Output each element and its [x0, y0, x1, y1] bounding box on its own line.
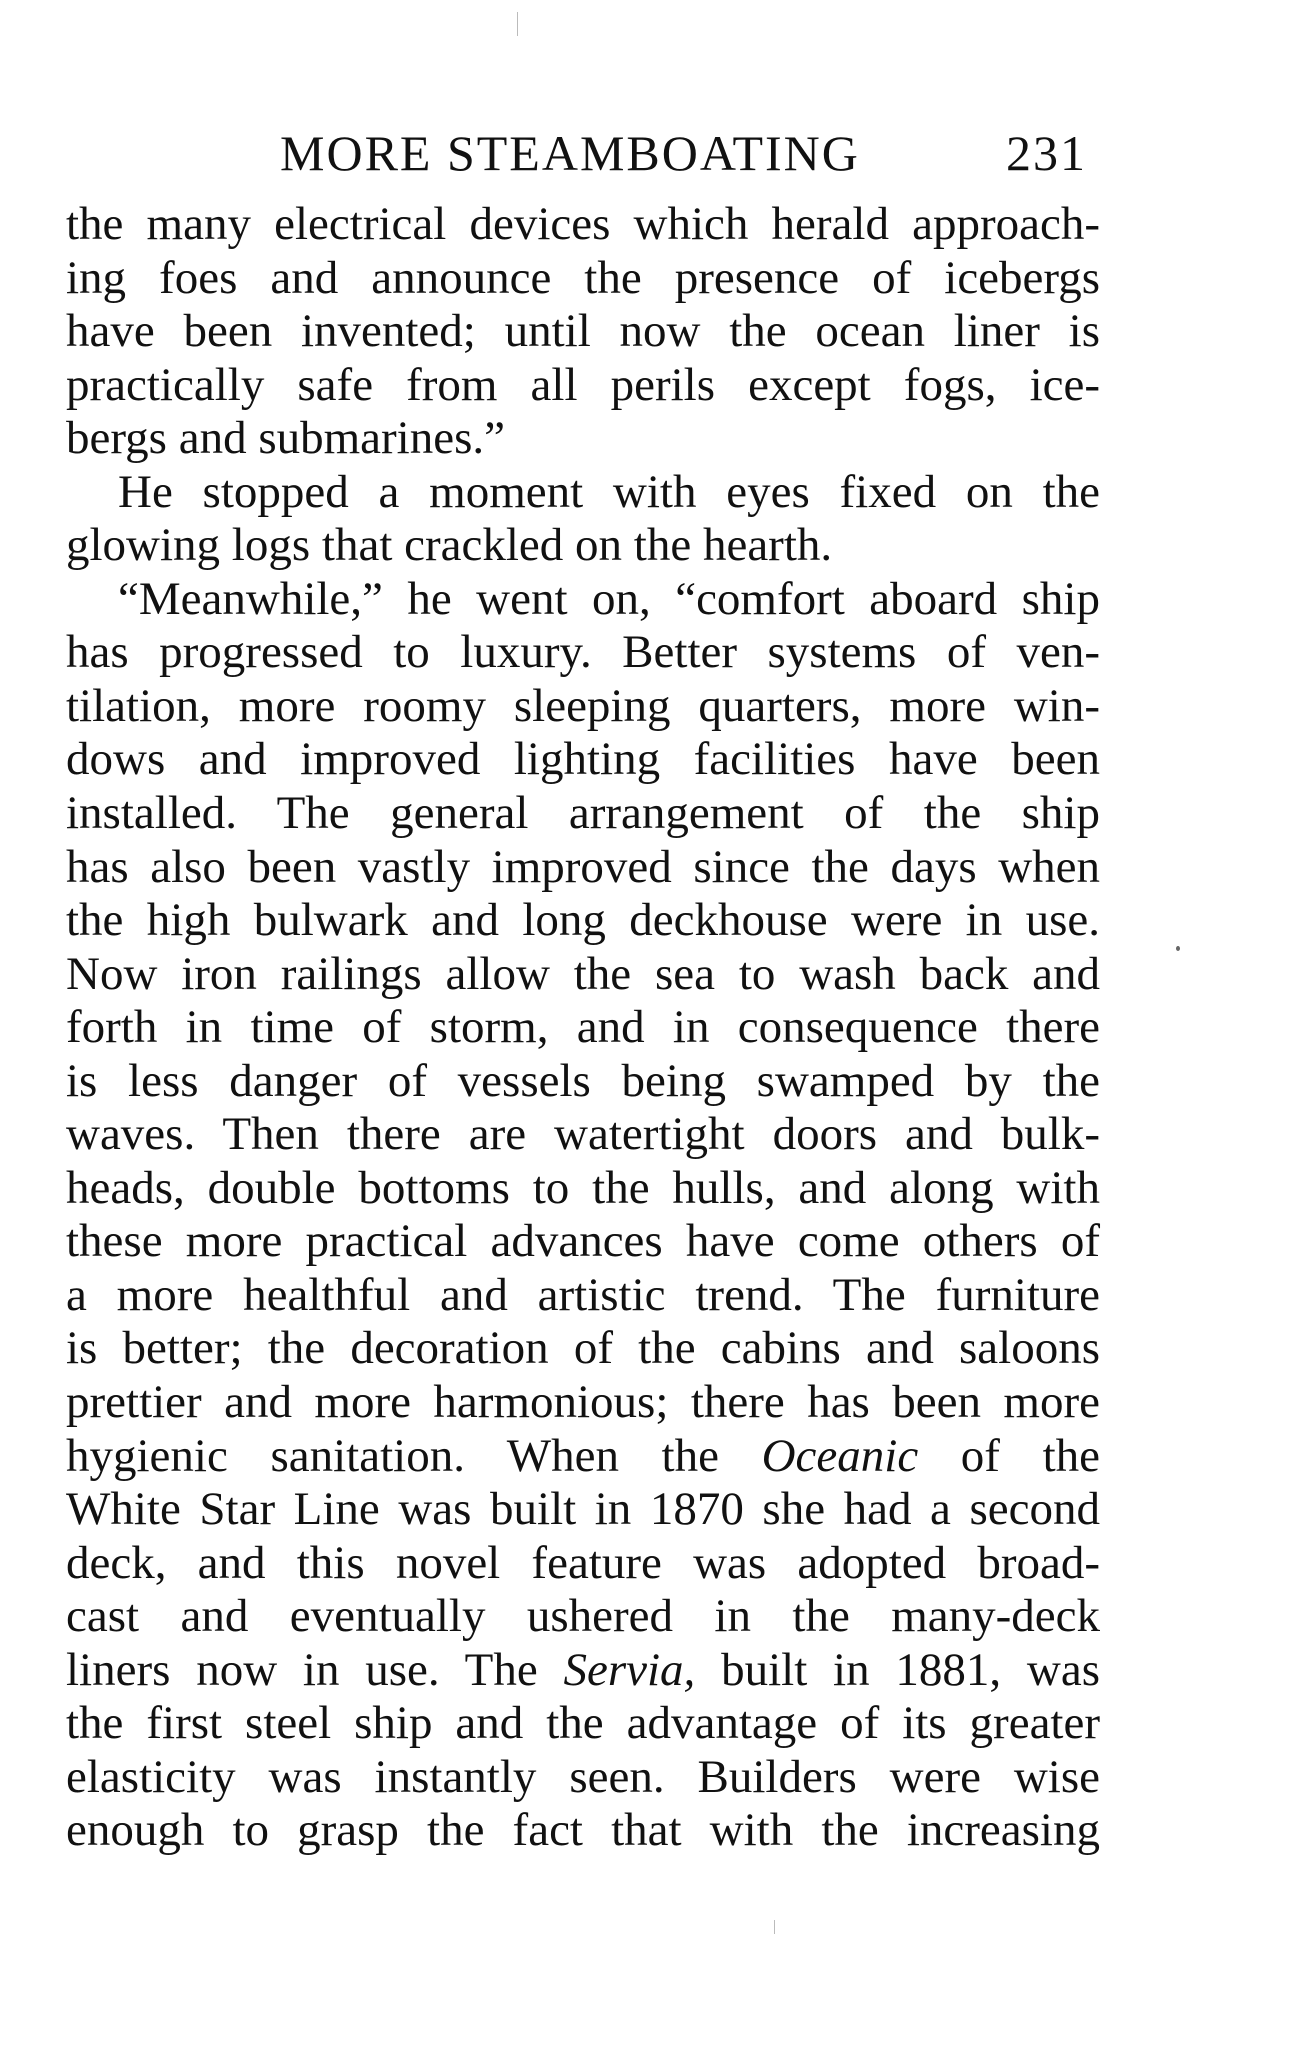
text-line: practically safe from all perils except fogs, ice- — [66, 358, 1100, 411]
text-line: hygienic sanitation. When the Oceanic of the — [66, 1429, 1100, 1482]
text-line: glowing logs that crackled on the hearth. — [66, 519, 833, 572]
text-line: bergs and submarines.” — [66, 412, 505, 465]
text-line: is better; the decoration of the cabins and saloons — [66, 1322, 1100, 1375]
body-text — [66, 198, 1100, 1858]
running-head — [0, 118, 1289, 188]
text-line: waves. Then there are watertight doors and bulk- — [66, 1108, 1100, 1161]
text-line: “Meanwhile,” he went on, “comfort aboard ship — [118, 572, 1100, 625]
text-line: prettier and more harmonious; there has been more — [66, 1376, 1100, 1429]
text-line: has progressed to luxury. Better systems of ven- — [66, 626, 1100, 679]
text-line: White Star Line was built in 1870 she had a second — [66, 1483, 1100, 1536]
text-line: these more practical advances have come others of — [66, 1215, 1100, 1268]
text-line: tilation, more roomy sleeping quarters, more win- — [66, 679, 1100, 732]
text-line: heads, double bottoms to the hulls, and along with — [66, 1161, 1100, 1214]
text-line: installed. The general arrangement of the ship — [66, 787, 1100, 840]
ship-name-italic: Oceanic — [761, 1429, 919, 1482]
text-line: enough to grasp the fact that with the increasing — [66, 1804, 1100, 1857]
text-line: have been invented; until now the ocean liner is — [66, 305, 1100, 358]
scan-speck — [774, 1920, 775, 1934]
text-line: liners now in use. The Servia, built in 1881, was — [66, 1643, 1101, 1696]
text-line: cast and eventually ushered in the many-deck — [66, 1590, 1100, 1643]
text-line: forth in time of storm, and in consequence there — [66, 1001, 1100, 1054]
text-line: the many electrical devices which herald approach- — [66, 198, 1100, 250]
page-number: 231 — [1006, 125, 1087, 181]
text-line: the first steel ship and the advantage of its greater — [66, 1697, 1100, 1750]
text-line: dows and improved lighting facilities have been — [66, 733, 1100, 786]
scan-speck — [1176, 946, 1180, 951]
ship-name-italic: Servia, — [563, 1643, 696, 1696]
text-line: a more healthful and artistic trend. The furniture — [66, 1268, 1100, 1321]
text-line: Now iron railings allow the sea to wash back and — [66, 947, 1100, 1000]
running-title: MORE STEAMBOATING — [280, 125, 860, 181]
text-line: deck, and this novel feature was adopted broad- — [66, 1536, 1100, 1589]
text-line: the high bulwark and long deckhouse were in use. — [66, 894, 1100, 947]
text-line: has also been vastly improved since the days when — [66, 840, 1100, 893]
text-line: ing foes and announce the presence of icebergs — [66, 251, 1100, 304]
scan-speck — [517, 12, 518, 36]
text-line: He stopped a moment with eyes fixed on the — [118, 465, 1100, 518]
text-line: is less danger of vessels being swamped by the — [66, 1054, 1100, 1107]
text-line: elasticity was instantly seen. Builders were wise — [66, 1750, 1100, 1803]
